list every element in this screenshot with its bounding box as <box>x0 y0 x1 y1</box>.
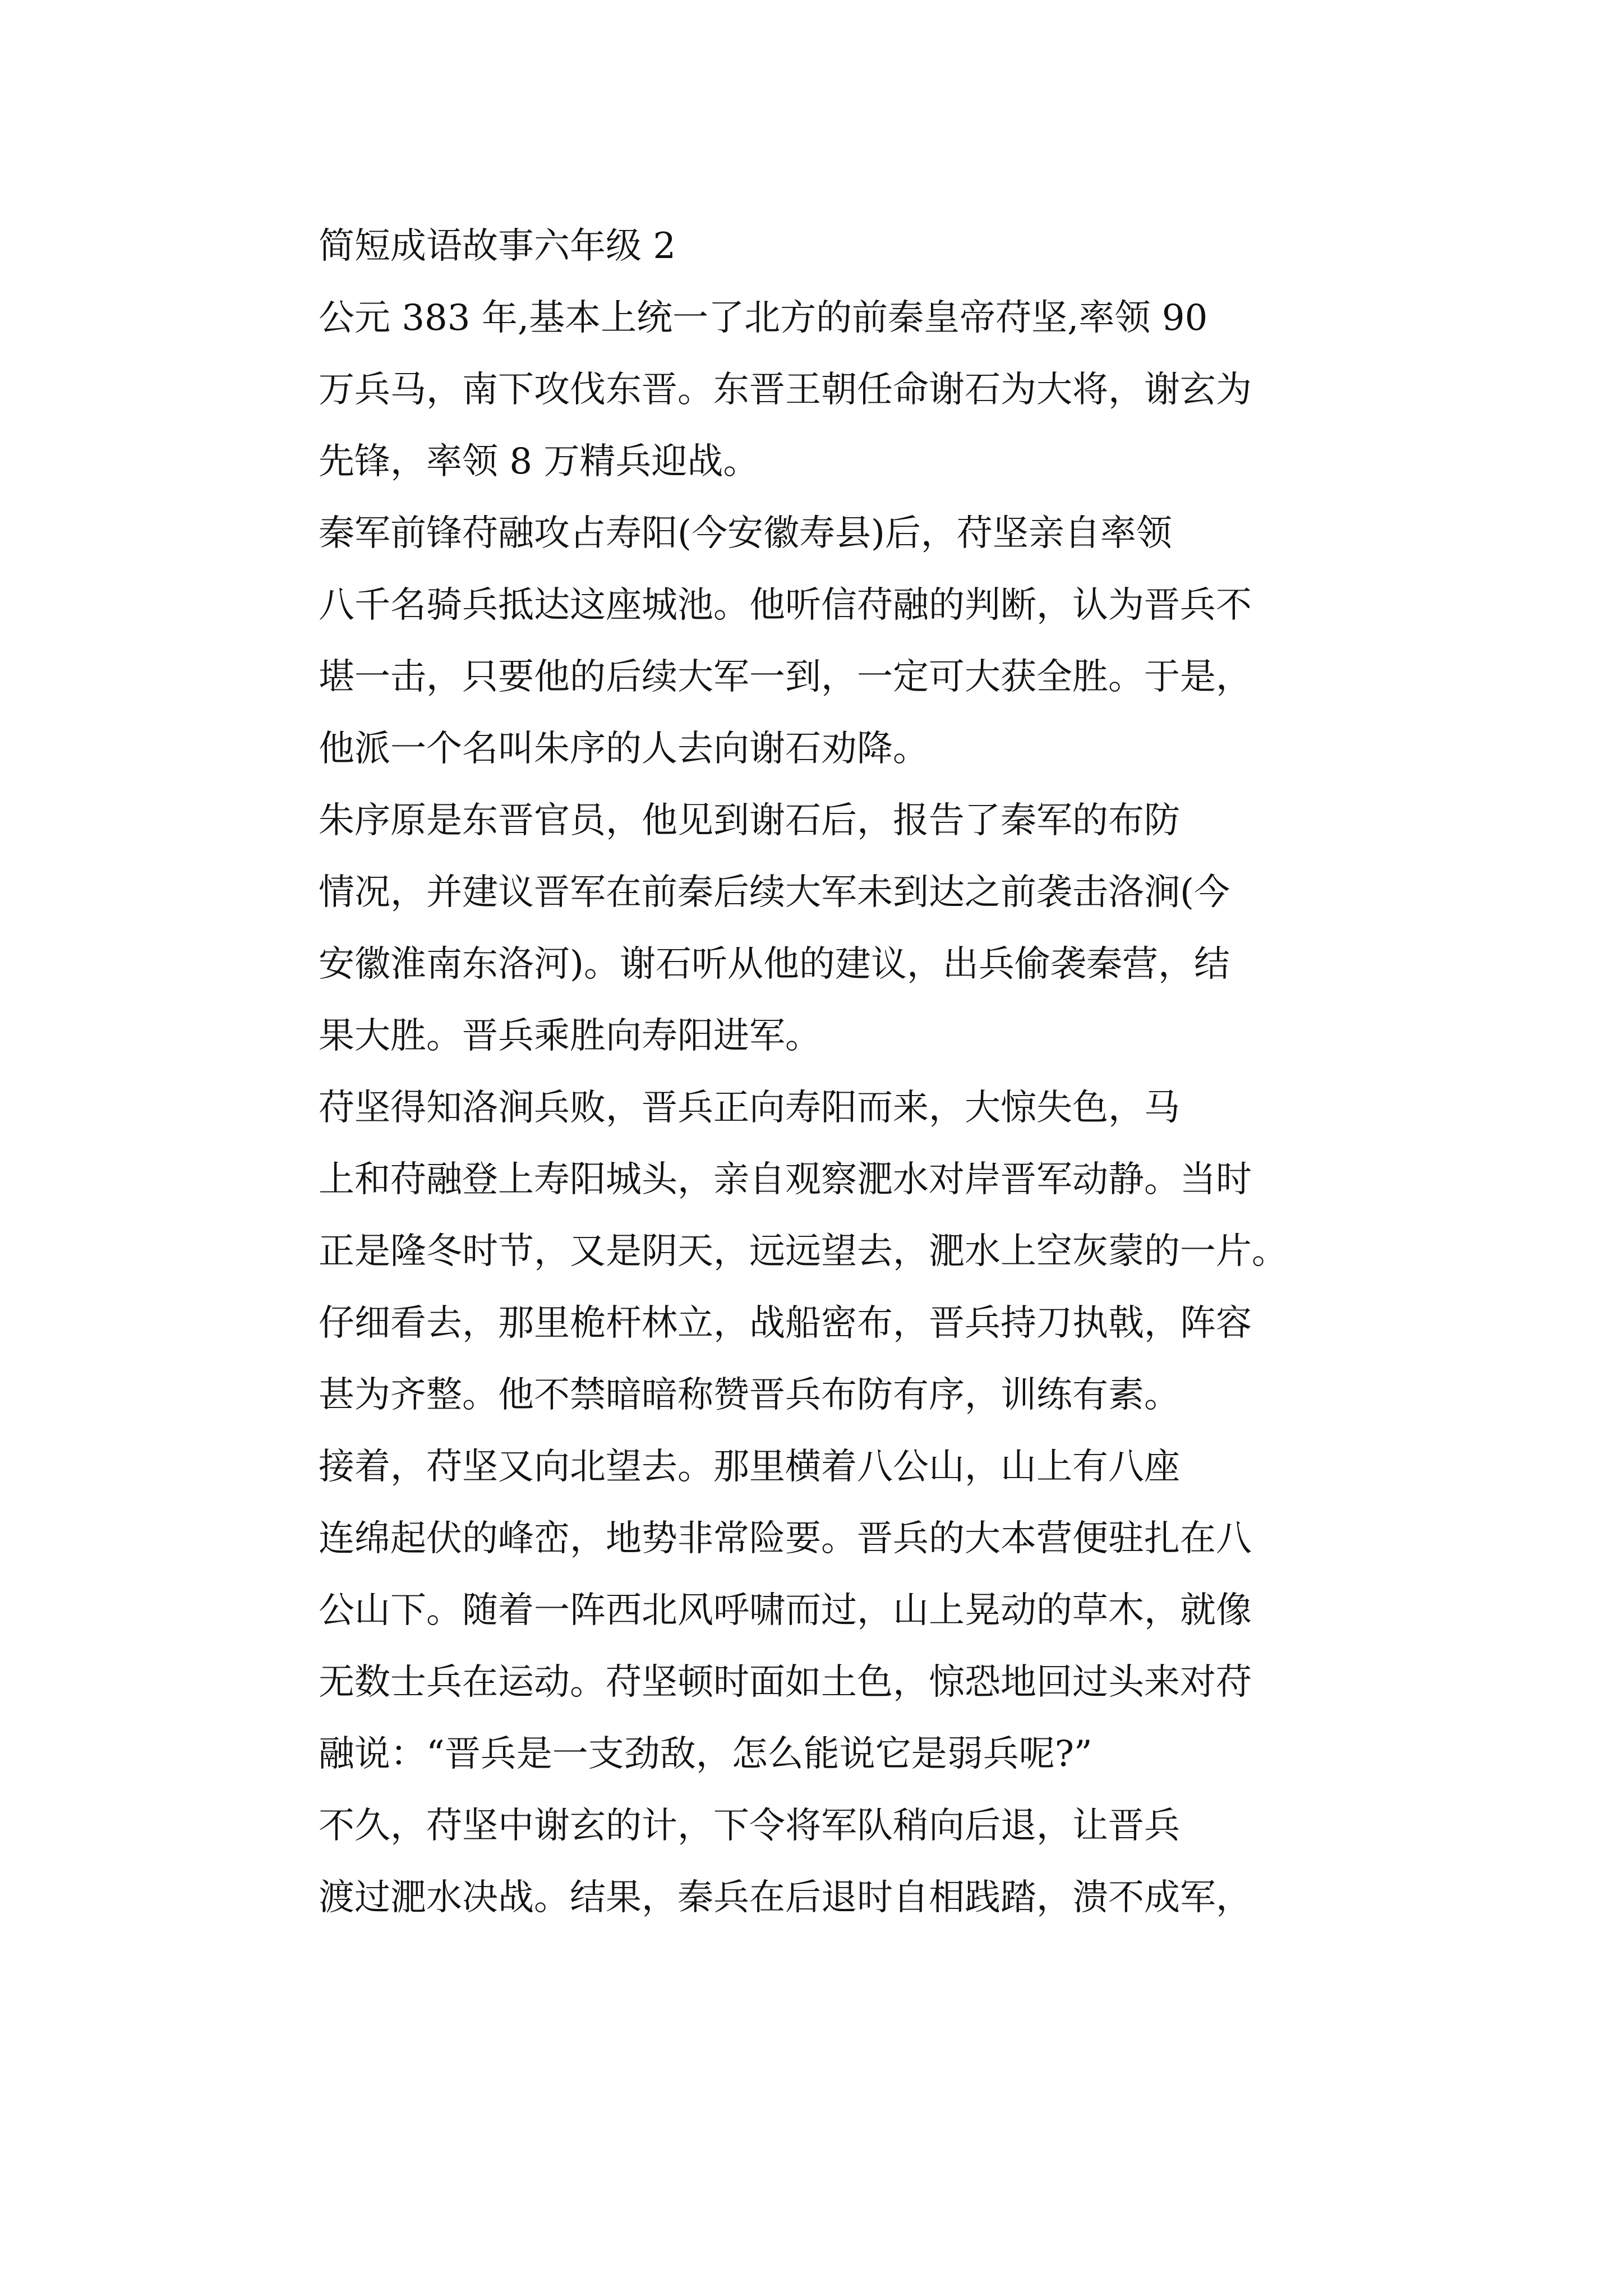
paragraph-line: 堪一击，只要他的后续大军一到，一定可大获全胜。于是， <box>319 656 1252 698</box>
paragraph-line: 融说：“晋兵是一支劲敌，怎么能说它是弱兵呢?” <box>319 1733 1092 1775</box>
paragraph-line: 渡过淝水决战。结果，秦兵在后退时自相践踏，溃不成军， <box>319 1877 1252 1918</box>
paragraph-line: 接着，苻坚又向北望去。那里横着八公山，山上有八座 <box>319 1446 1180 1488</box>
paragraph-line: 八千名骑兵抵达这座城池。他听信苻融的判断，认为晋兵不 <box>319 585 1252 626</box>
paragraph-line: 甚为齐整。他不禁暗暗称赞晋兵布防有序，训练有素。 <box>319 1374 1180 1416</box>
paragraph-5 <box>247 1431 1391 1790</box>
paragraph-line: 先锋，率领 8 万精兵迎战。 <box>319 441 759 482</box>
paragraph-line: 不久，苻坚中谢玄的计，下令将军队稍向后退，让晋兵 <box>319 1805 1180 1847</box>
document-body <box>247 210 1391 1934</box>
paragraph-line: 无数士兵在运动。苻坚顿时面如土色，惊恐地回过头来对苻 <box>319 1662 1252 1703</box>
document-title: 简短成语故事六年级 2 <box>319 226 676 267</box>
paragraph-line: 连绵起伏的峰峦，地势非常险要。晋兵的大本营便驻扎在八 <box>319 1518 1252 1559</box>
paragraph-line: 上和苻融登上寿阳城头，亲自观察淝水对岸晋军动静。当时 <box>319 1159 1252 1200</box>
paragraph-2 <box>247 498 1391 785</box>
paragraph-1 <box>247 282 1391 498</box>
paragraph-4 <box>247 1072 1391 1431</box>
paragraph-line: 万兵马，南下攻伐东晋。东晋王朝任命谢石为大将，谢玄为 <box>319 369 1252 411</box>
paragraph-line: 果大胜。晋兵乘胜向寿阳进军。 <box>319 1015 821 1057</box>
paragraph-line: 公山下。随着一阵西北风呼啸而过，山上晃动的草木，就像 <box>319 1590 1252 1631</box>
paragraph-line: 秦军前锋苻融攻占寿阳(今安徽寿县)后，苻坚亲自率领 <box>319 513 1172 554</box>
paragraph-line: 仔细看去，那里桅杆林立，战船密布，晋兵持刀执戟，阵容 <box>319 1303 1252 1344</box>
paragraph-line: 情况，并建议晋军在前秦后续大军未到达之前袭击洛涧(今 <box>319 872 1230 913</box>
paragraph-line: 朱序原是东晋官员，他见到谢石后，报告了秦军的布防 <box>319 800 1180 841</box>
paragraph-line: 公元 383 年,基本上统一了北方的前秦皇帝苻坚,率领 90 <box>319 297 1208 339</box>
paragraph-6 <box>247 1790 1391 1934</box>
paragraph-3 <box>247 785 1391 1072</box>
paragraph-line: 他派一个名叫朱序的人去向谢石劝降。 <box>319 728 929 770</box>
paragraph-line: 安徽淮南东洛河)。谢石听从他的建议，出兵偷袭秦营，结 <box>319 944 1230 985</box>
paragraph-line: 苻坚得知洛涧兵败，晋兵正向寿阳而来，大惊失色，马 <box>319 1087 1180 1129</box>
paragraph-line: 正是隆冬时节，又是阴天，远远望去，淝水上空灰蒙的一片。 <box>319 1231 1288 1272</box>
